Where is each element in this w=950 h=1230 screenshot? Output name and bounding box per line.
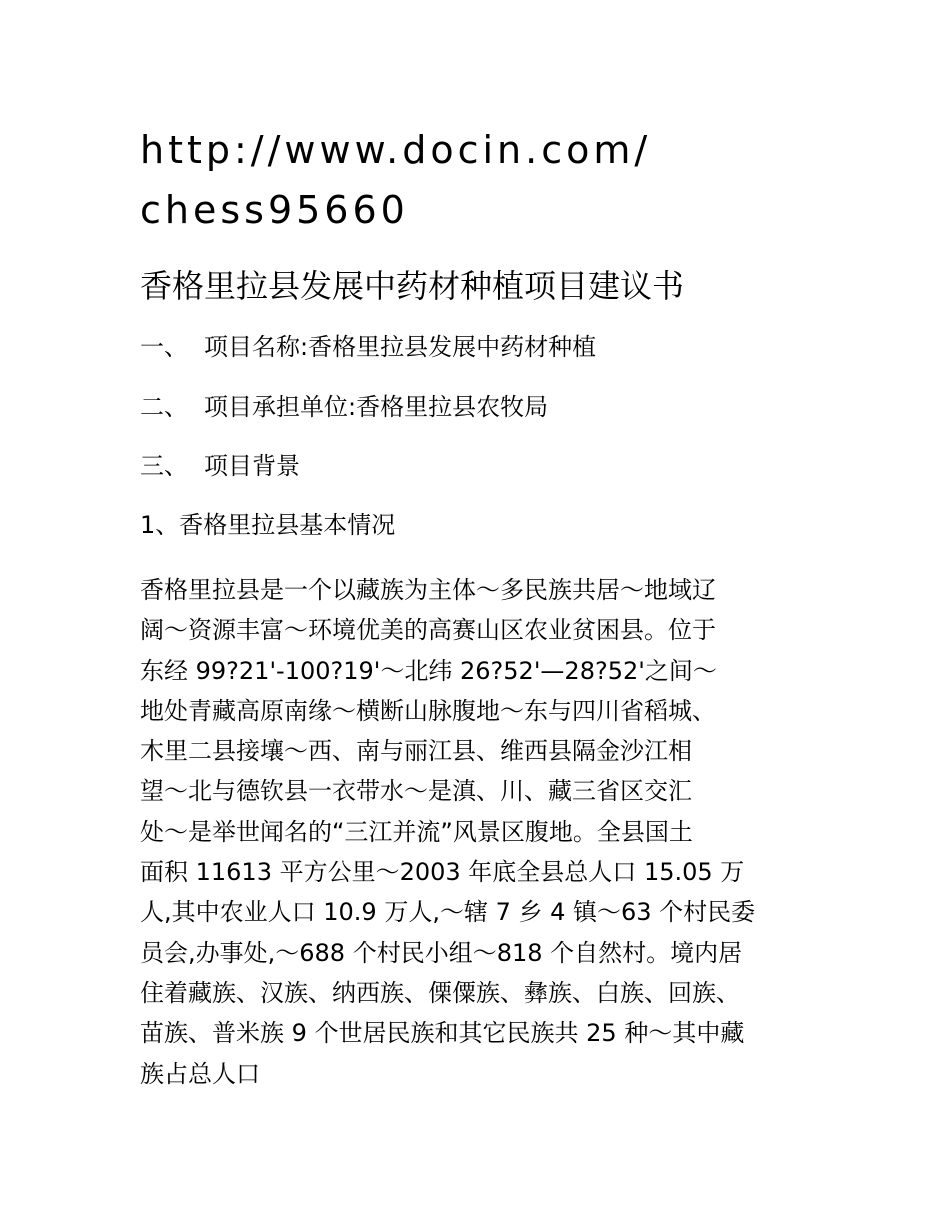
document-title: 香格里拉县发展中药材种植项目建议书	[140, 267, 685, 305]
paragraph-line: 香格里拉县是一个以藏族为主体～多民族共居～地域辽	[140, 576, 716, 604]
subsection-heading: 1、香格里拉县基本情况	[140, 511, 396, 539]
paragraph-line: 阔～资源丰富～环境优美的高赛山区农业贫困县。位于	[140, 616, 716, 645]
url-line-2: chess95660	[140, 188, 409, 232]
section-heading-1	[140, 330, 812, 364]
paragraph-line: 苗族、普米族 9 个世居民族和其它民族共 25 种～其中藏	[140, 1019, 745, 1048]
url-line-1[interactable]: http://www.docin.com/	[140, 128, 652, 172]
paragraph-line: 族占总人口	[140, 1059, 260, 1088]
paragraph-line: 面积 11613 平方公里～2003 年底全县总人口 15.05 万	[140, 858, 745, 887]
paragraph-line: 人,其中农业人口 10.9 万人,～辖 7 乡 4 镇～63 个村民委	[140, 898, 756, 927]
paragraph-line: 员会,办事处,～688 个村民小组～818 个自然村。境内居	[140, 938, 743, 967]
section-number: 二、	[140, 393, 188, 421]
section-heading-2	[140, 390, 812, 424]
paragraph-line: 望～北与德钦县一衣带水～是滇、川、藏三省区交汇	[140, 777, 692, 806]
paragraph-line: 东经 99?21'-100?19'～北纬 26?52'—28?52'之间～	[140, 656, 717, 685]
section-number: 三、	[140, 452, 188, 480]
section-number: 一、	[140, 333, 188, 361]
section-text: 项目背景	[204, 452, 300, 480]
section-text: 项目名称:香格里拉县发展中药材种植	[204, 333, 597, 361]
body-paragraph	[140, 570, 812, 1094]
document-page	[140, 120, 812, 1094]
paragraph-line: 处～是举世闻名的“三江并流”风景区腹地。全县国土	[140, 817, 693, 846]
paragraph-line: 住着藏族、汉族、纳西族、傈僳族、彝族、白族、回族、	[140, 978, 740, 1007]
paragraph-line: 地处青藏高原南缘～横断山脉腹地～东与四川省稻城、	[140, 696, 716, 725]
section-heading-3	[140, 449, 812, 483]
paragraph-line: 木里二县接壤～西、南与丽江县、维西县隔金沙江相	[140, 737, 692, 766]
section-text: 项目承担单位:香格里拉县农牧局	[204, 393, 549, 421]
